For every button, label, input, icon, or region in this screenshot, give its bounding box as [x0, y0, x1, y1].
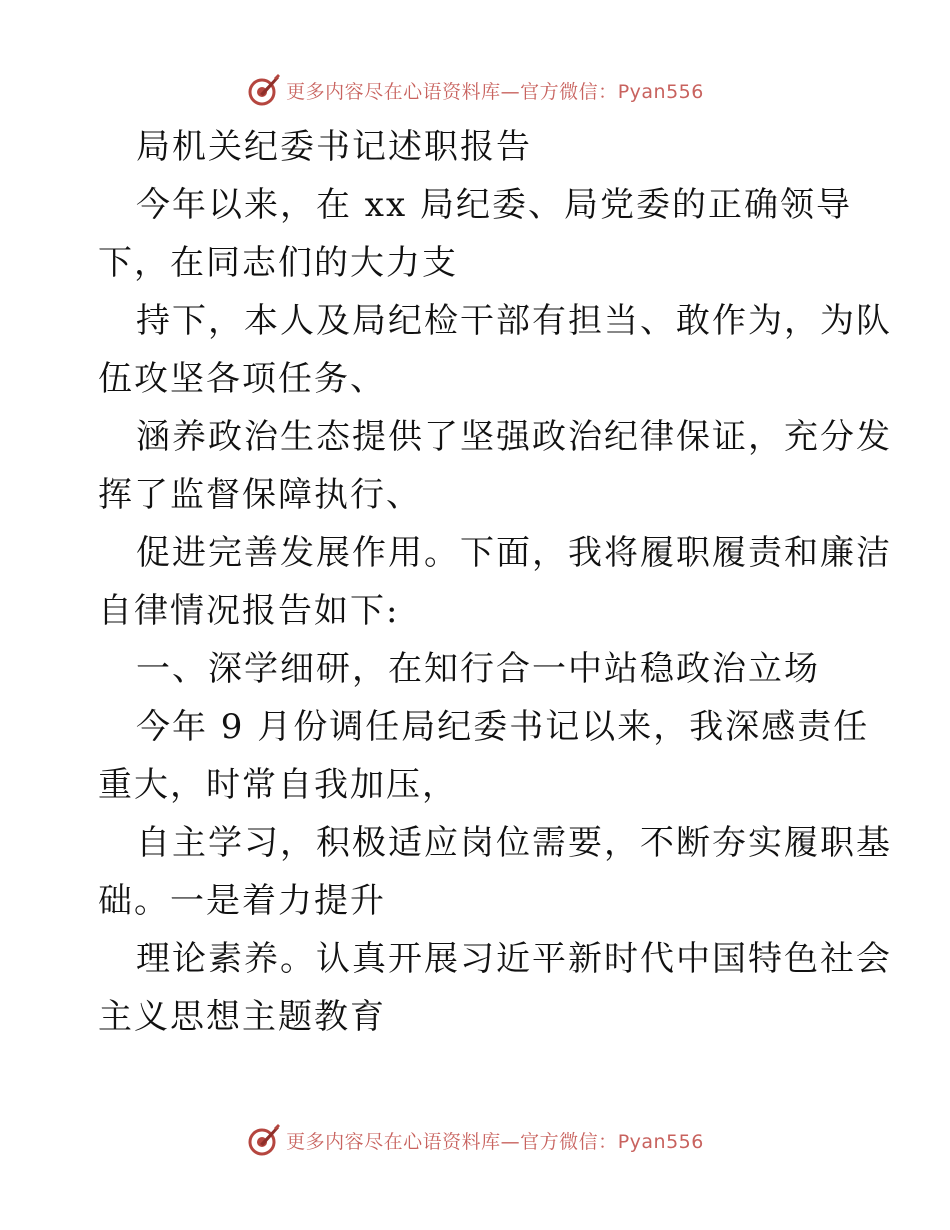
watermark-text	[286, 1127, 704, 1154]
watermark-text	[286, 77, 704, 104]
paragraph-line: 挥了监督保障执行、	[98, 475, 422, 515]
paragraph-line: 理论素养。认真开展习近平新时代中国特色社会	[136, 939, 892, 979]
paragraph-line: 伍攻坚各项任务、	[98, 359, 386, 399]
watermark-contact-label: 官方微信：	[520, 1130, 618, 1153]
document-title: 局机关纪委书记述职报告	[136, 127, 532, 167]
paragraph-line: 自律情况报告如下:	[98, 591, 400, 631]
paragraph-line: 今年以来，在 xx 局纪委、局党委的正确领导	[136, 185, 852, 225]
footer-watermark	[0, 1120, 950, 1160]
watermark-brand: 更多内容尽在心语资料库	[286, 1130, 501, 1153]
watermark-separator: —	[500, 1130, 521, 1153]
watermark-brand: 更多内容尽在心语资料库	[286, 80, 501, 103]
paragraph-line: 促进完善发展作用。下面，我将履职履责和廉洁	[136, 533, 892, 573]
paragraph-line: 重大，时常自我加压，	[98, 765, 458, 805]
quill-logo-icon	[246, 1122, 282, 1158]
header-watermark	[0, 70, 950, 110]
paragraph-line: 础。一是着力提升	[98, 881, 386, 921]
section-heading: 一、深学细研，在知行合一中站稳政治立场	[136, 649, 820, 689]
paragraph-line: 今年 9 月份调任局纪委书记以来，我深感责任	[136, 707, 870, 747]
watermark-contact-label: 官方微信：	[520, 80, 618, 103]
paragraph-line: 涵养政治生态提供了坚强政治纪律保证，充分发	[136, 417, 892, 457]
paragraph-line: 主义思想主题教育	[98, 997, 386, 1037]
watermark-contact-id: Pyan556	[617, 80, 704, 103]
watermark-contact-id: Pyan556	[617, 1130, 704, 1153]
paragraph-line: 持下，本人及局纪检干部有担当、敢作为，为队	[136, 301, 892, 341]
paragraph-line: 自主学习，积极适应岗位需要，不断夯实履职基	[136, 823, 892, 863]
paragraph-line: 下，在同志们的大力支	[98, 243, 458, 283]
watermark-separator: —	[500, 80, 521, 103]
document-body	[98, 118, 892, 1046]
quill-logo-icon	[246, 72, 282, 108]
